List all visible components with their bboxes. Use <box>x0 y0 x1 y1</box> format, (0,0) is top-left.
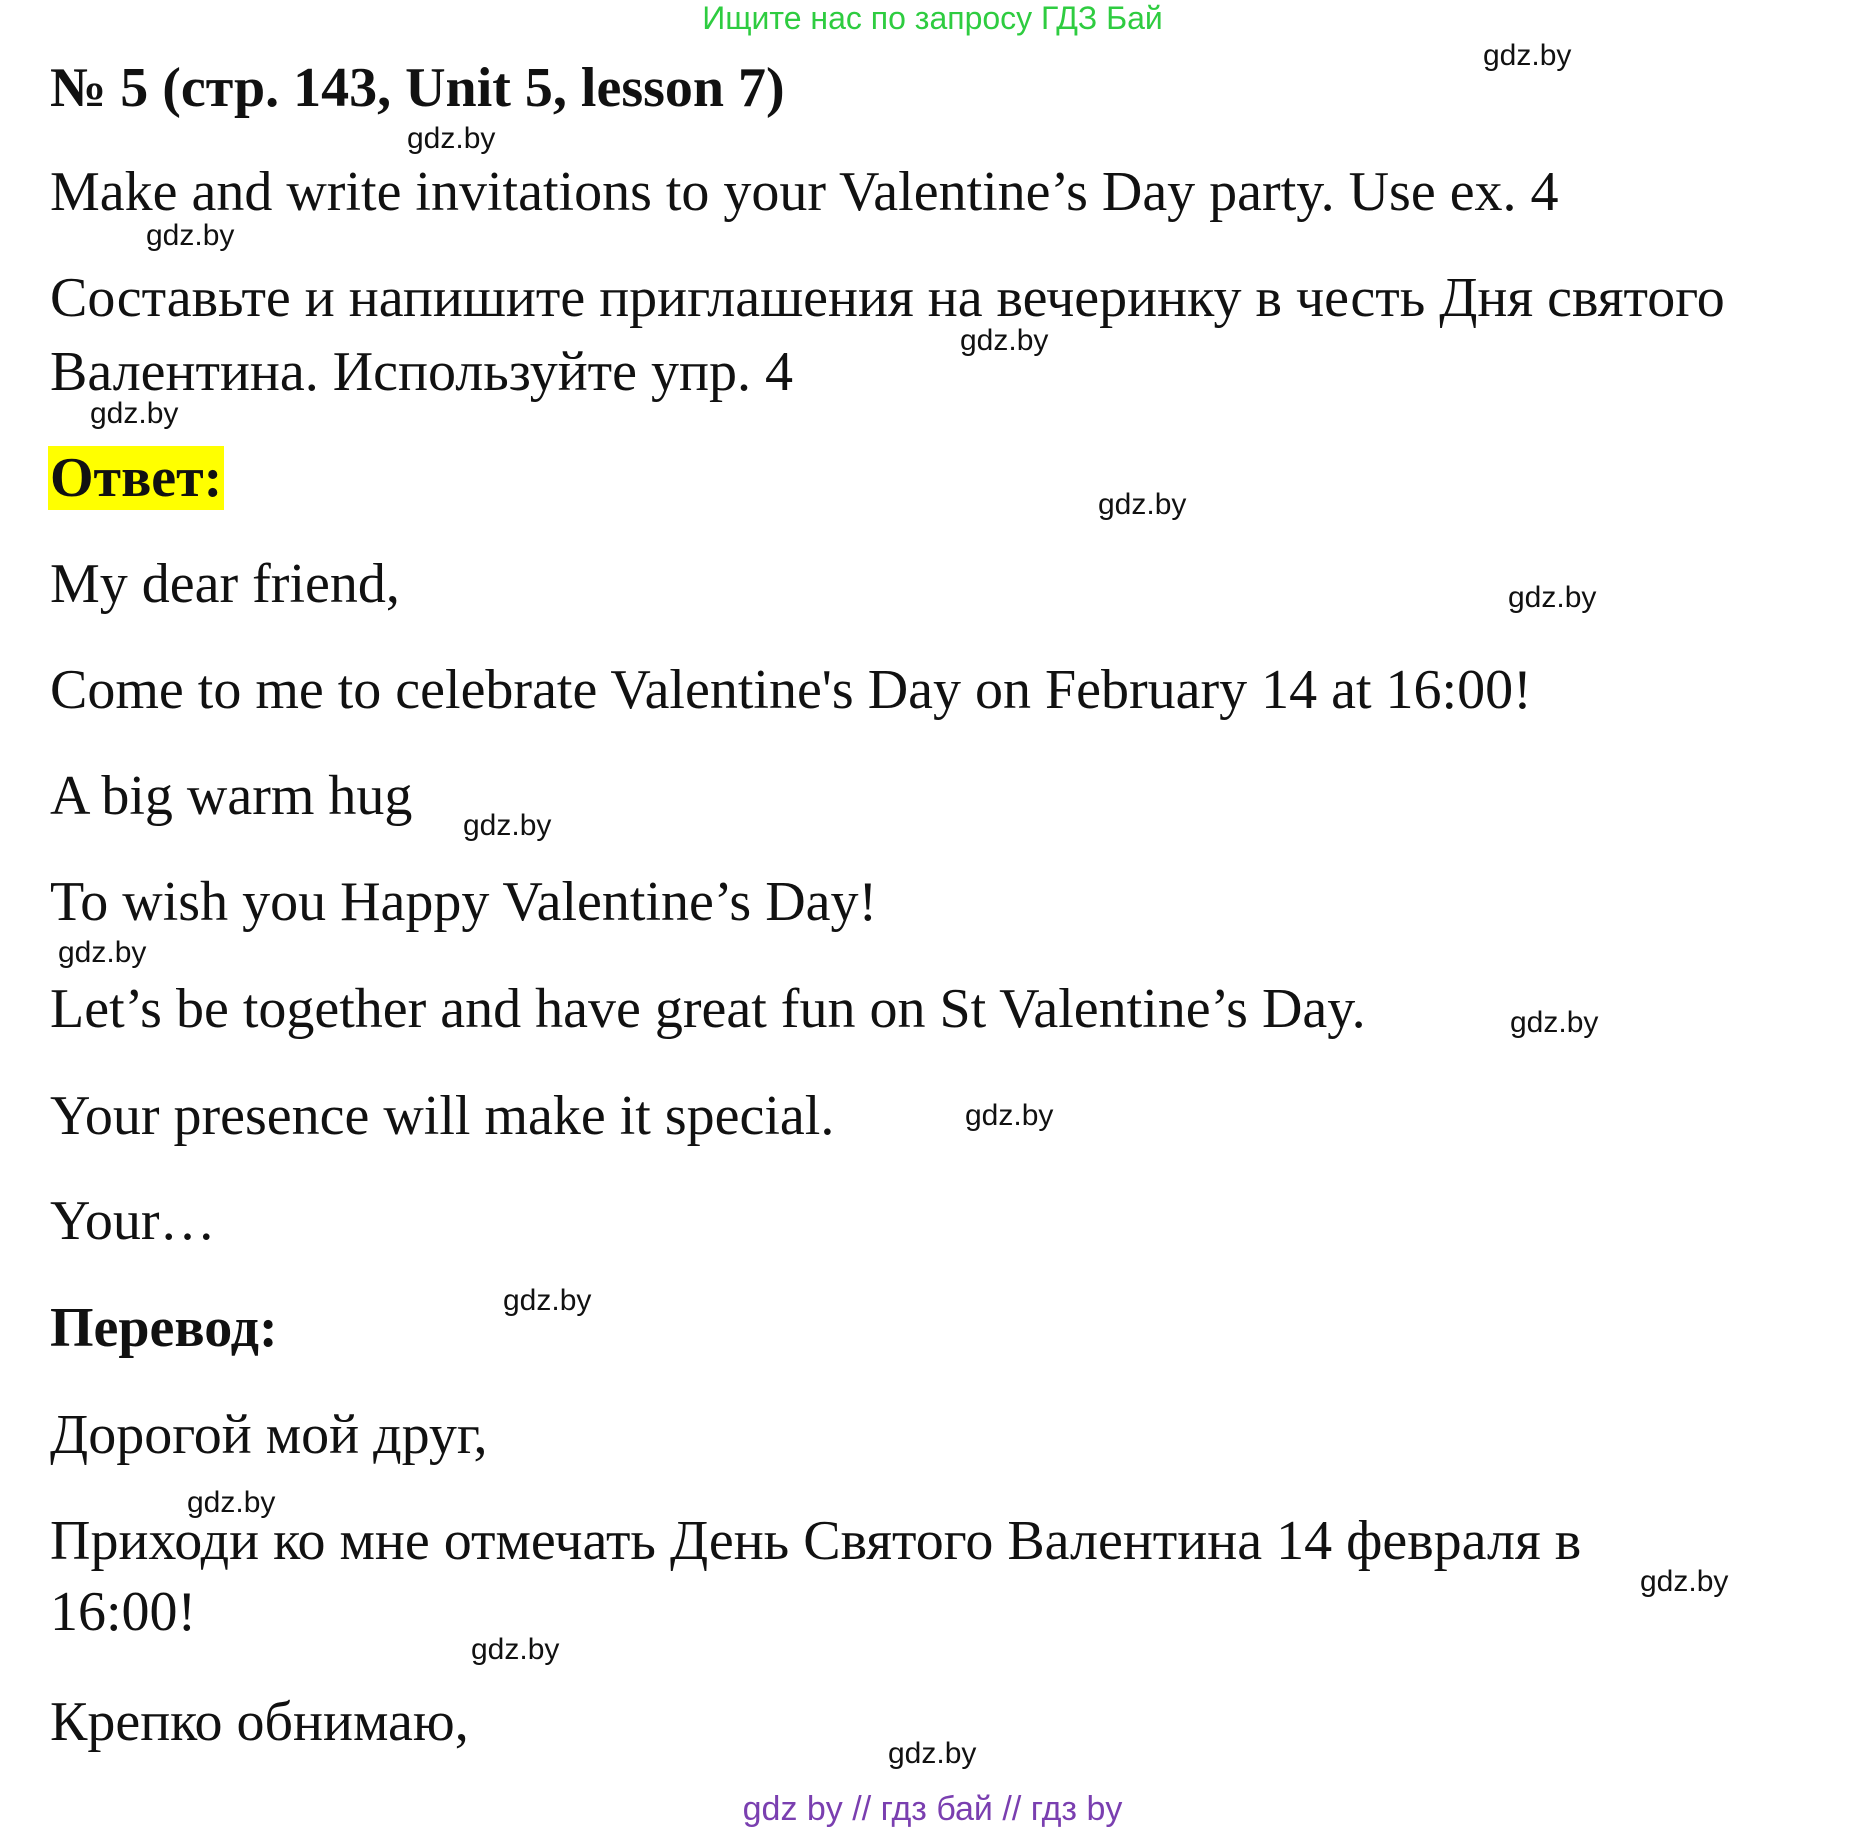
watermark: gdz.by <box>1508 581 1597 614</box>
watermark: gdz.by <box>1640 1565 1729 1598</box>
footer-links: gdz by // гдз бай // гдз by <box>742 1790 1123 1828</box>
answer-line-6: Your presence will make it special. <box>50 1085 835 1147</box>
watermark: gdz.by <box>888 1737 977 1770</box>
translation-line-4: Крепко обнимаю, <box>50 1691 469 1753</box>
search-banner: Ищите нас по запросу ГДЗ Бай <box>702 0 1163 36</box>
answer-line-7: Your… <box>50 1190 216 1252</box>
answer-line-4: To wish you Happy Valentine’s Day! <box>50 871 878 933</box>
answer-label: Ответ: <box>50 447 223 509</box>
watermark: gdz.by <box>58 936 147 969</box>
watermark: gdz.by <box>90 397 179 430</box>
translation-line-1: Дорогой мой друг, <box>50 1404 488 1466</box>
task-russian-line-2: Валентина. Используйте упр. 4 <box>50 341 793 403</box>
answer-line-3: A big warm hug <box>50 765 413 827</box>
watermark: gdz.by <box>187 1486 276 1519</box>
translation-line-2: Приходи ко мне отмечать День Святого Валентина 14 февраля в <box>50 1510 1582 1572</box>
watermark: gdz.by <box>1098 488 1187 521</box>
watermark: gdz.by <box>965 1099 1054 1132</box>
answer-line-5: Let’s be together and have great fun on St Valentine’s Day. <box>50 978 1366 1040</box>
task-english: Make and write invitations to your Valentine’s Day party. Use ex. 4 <box>50 161 1559 223</box>
answer-line-2: Come to me to celebrate Valentine's Day on February 14 at 16:00! <box>50 659 1532 721</box>
watermark: gdz.by <box>146 219 235 252</box>
watermark: gdz.by <box>1483 39 1572 72</box>
exercise-title: № 5 (стр. 143, Unit 5, lesson 7) <box>50 57 785 119</box>
watermark: gdz.by <box>471 1633 560 1666</box>
answer-line-1: My dear friend, <box>50 553 400 615</box>
watermark: gdz.by <box>463 809 552 842</box>
watermark: gdz.by <box>1510 1006 1599 1039</box>
translation-line-3: 16:00! <box>50 1581 197 1643</box>
translation-label: Перевод: <box>50 1297 278 1359</box>
watermark: gdz.by <box>407 122 496 155</box>
watermark: gdz.by <box>503 1284 592 1317</box>
watermark: gdz.by <box>960 324 1049 357</box>
task-russian-line-1: Составьте и напишите приглашения на вечеринку в честь Дня святого <box>50 267 1725 329</box>
